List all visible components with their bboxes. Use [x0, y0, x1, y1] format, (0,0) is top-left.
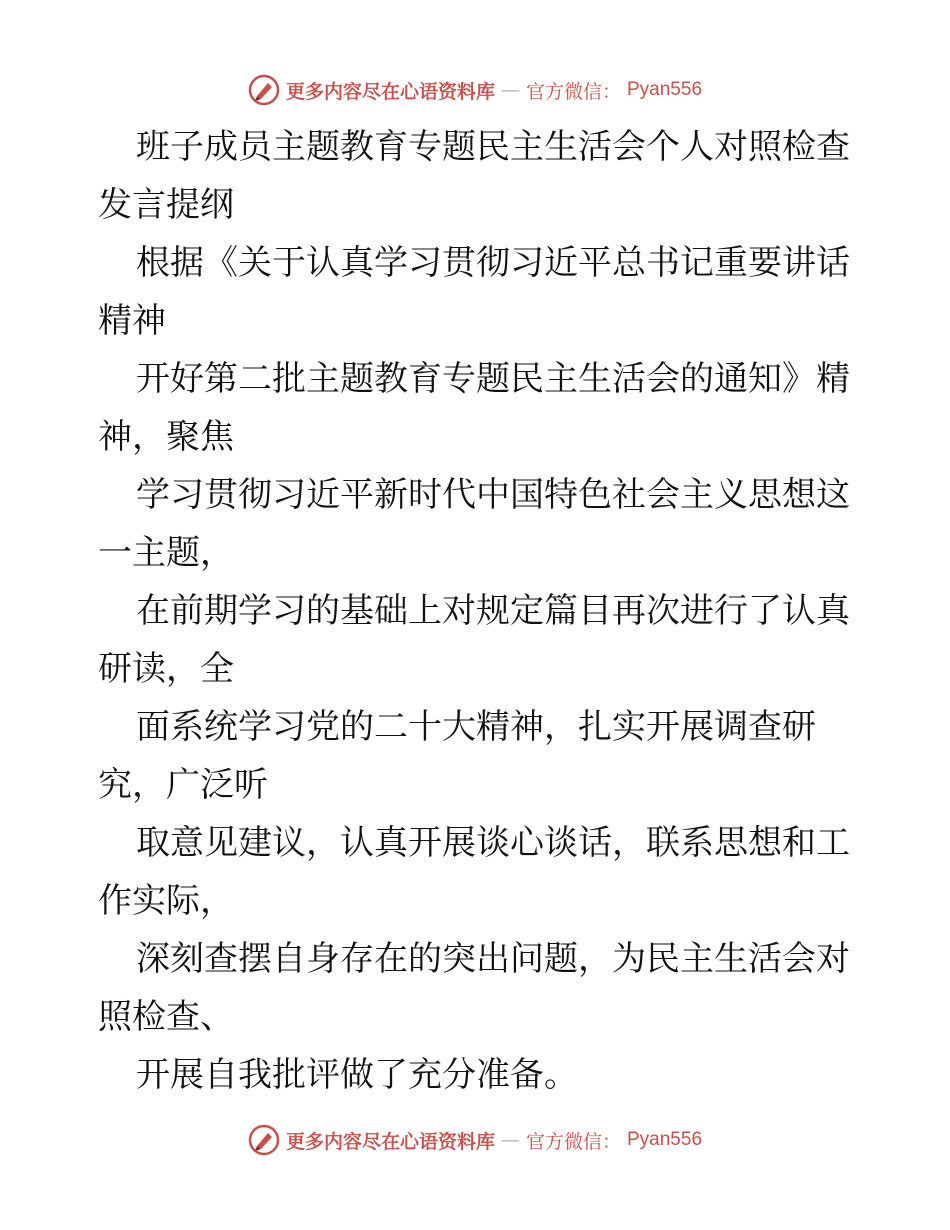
text-line: 一主题，: [98, 533, 234, 573]
text-line: 研读，全: [98, 649, 234, 689]
text-line: 作实际，: [98, 881, 234, 921]
text-line: 开展自我批评做了充分准备。: [136, 1055, 578, 1095]
watermark-label: 官方微信：: [525, 80, 621, 103]
watermark-dash: —: [500, 79, 520, 101]
text-line: 学习贯彻习近平新时代中国特色社会主义思想这: [136, 475, 850, 515]
text-line: 深刻查摆自身存在的突出问题，为民主生活会对: [136, 939, 850, 979]
pen-logo-icon: [248, 74, 280, 106]
header-watermark: [0, 70, 950, 110]
text-line: 面系统学习党的二十大精神，扎实开展调查研: [136, 707, 816, 747]
watermark-brand: 更多内容尽在心语资料库: [285, 80, 495, 103]
document-body: [98, 118, 858, 1104]
text-line: 取意见建议，认真开展谈心谈话，联系思想和工: [136, 823, 850, 863]
text-line: 究，广泛听: [98, 765, 268, 805]
watermark-dash: —: [500, 1129, 520, 1151]
watermark-id: Pyan556: [627, 79, 703, 100]
watermark-id: Pyan556: [627, 1129, 703, 1150]
text-line: 在前期学习的基础上对规定篇目再次进行了认真: [136, 591, 850, 631]
text-line: 精神: [98, 301, 166, 341]
text-line: 根据《关于认真学习贯彻习近平总书记重要讲话: [136, 243, 850, 283]
text-line: 照检查、: [98, 997, 234, 1037]
pen-logo-icon: [248, 1124, 280, 1156]
footer-watermark: [0, 1120, 950, 1160]
text-line: 发言提纲: [98, 185, 234, 225]
text-line: 神，聚焦: [98, 417, 234, 457]
text-line: 班子成员主题教育专题民主生活会个人对照检查: [136, 127, 850, 167]
watermark-brand: 更多内容尽在心语资料库: [285, 1130, 495, 1153]
text-line: 开好第二批主题教育专题民主生活会的通知》精: [136, 359, 850, 399]
watermark-label: 官方微信：: [525, 1130, 621, 1153]
